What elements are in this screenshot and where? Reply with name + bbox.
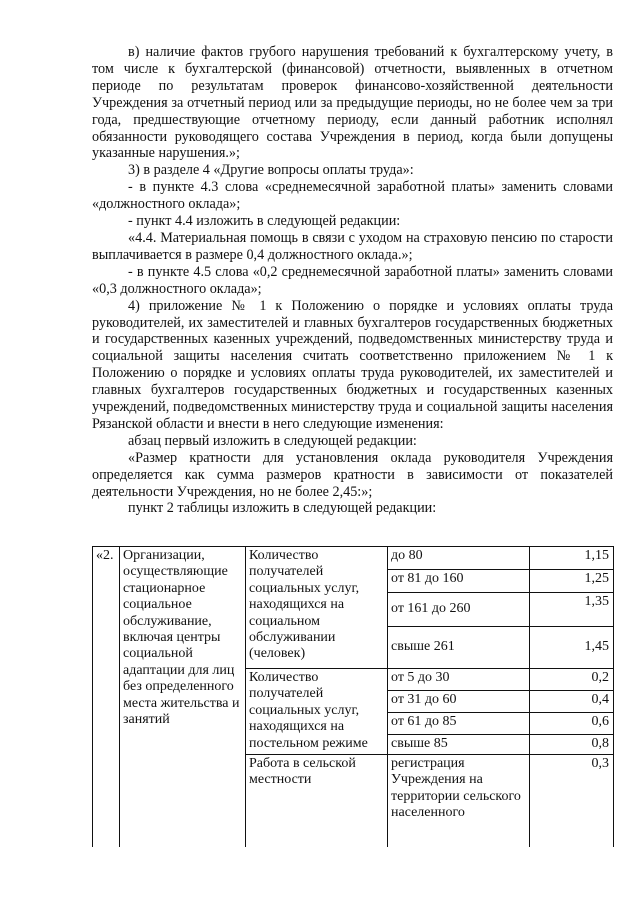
paragraph-clause-v: в) наличие фактов грубого нарушения требований к бухгалтерскому учету, в том числе к бухгалтерской (финансовой) отчетности, выявленных в отчетном периоде по результатам проверок финансово-хозяйственной деятельности Учреждения за отчетный период или за предыдущие периоды, но не более чем за три года, предшествующие отчетному периоду, если данный работник исполнял обязанности руководящего состава Учреждения в период, когда были допущены указанные нарушения.»; (92, 44, 613, 162)
paragraph-point-4-4-text: «4.4. Материальная помощь в связи с уходом на страховую пенсию по старости выплачивается в размере 0,4 должностного оклада.»; (92, 229, 613, 263)
table-indicator-recipients: Количество получателей социальных услуг, находящихся на социальном обслуживании (человек) (246, 547, 388, 669)
table-range-cell: от 5 до 30 (388, 669, 530, 691)
paragraph-multiplicity: «Размер кратности для установления оклада руководителя Учреждения определяется как сумма размеров кратности в зависимости от показателей деятельности Учреждения, но не более 2,45:»; (92, 449, 613, 500)
table-organization-cell: Организации, осуществляющие стационарное социальное обслуживание, включая центры социальной адаптации для лиц без определенного места жительства и занятий (120, 547, 246, 847)
table-range-cell: от 161 до 260 (388, 593, 530, 627)
paragraph-first-abzac: абзац первый изложить в следующей редакции: (128, 432, 417, 449)
rural-indicator-text: Работа в сельской местности (249, 756, 356, 788)
table-value-cell: 0,6 (530, 713, 614, 735)
table-range-cell: от 31 до 60 (388, 691, 530, 713)
multiplicity-table (92, 546, 614, 847)
table-value-cell: 0,8 (530, 735, 614, 755)
table-value-cell: 0,3 (530, 755, 614, 847)
paragraph-appendix-1: 4) приложение № 1 к Положению о порядке и условиях оплаты труда руководителей, их заместителей и главных бухгалтеров государственных бюджетных и государственных казенных учреждений, подведомственных министерству труда и социальной защиты населения считать соответственно приложением № 1 к Положению о порядке и условиях оплаты труда руководителей, их заместителей и главных бухгалтеров государственных бюджетных и государственных казенных учреждений, подведомственных министерству труда и социальной защиты населения Рязанской области и внести в него следующие изменения: (92, 297, 613, 432)
table-range-cell: свыше 85 (388, 735, 530, 755)
table-value-cell: 1,45 (530, 627, 614, 669)
table-range-cell (388, 755, 530, 847)
paragraph-point-4-3: - в пункте 4.3 слова «среднемесячной заработной платы» заменить словами «должностного оклада»; (92, 179, 613, 213)
table-indicator-bedridden: Количество получателей социальных услуг, находящихся на постельном режиме (246, 669, 388, 755)
table-item-number: «2. (93, 547, 120, 847)
table-range-cell: от 61 до 85 (388, 713, 530, 735)
table-range-cell: до 80 (388, 547, 530, 570)
paragraph-point-4-4-intro: - пункт 4.4 изложить в следующей редакции: (128, 213, 401, 230)
paragraph-section-4-heading: 3) в разделе 4 «Другие вопросы оплаты труда»: (128, 162, 414, 179)
paragraph-point-4-5: - в пункте 4.5 слова «0,2 среднемесячной заработной платы» заменить словами «0,3 должностного оклада»; (92, 263, 613, 297)
table-range-cell: от 81 до 160 (388, 570, 530, 593)
table-value-cell: 0,2 (530, 669, 614, 691)
table-range-cell: свыше 261 (388, 627, 530, 669)
table-indicator-rural (246, 755, 388, 847)
table-row (93, 547, 614, 570)
document-body (92, 44, 613, 517)
table-value-cell: 1,15 (530, 547, 614, 570)
table-value-cell: 0,4 (530, 691, 614, 713)
paragraph-table-intro: пункт 2 таблицы изложить в следующей редакции: (128, 500, 437, 517)
table-value-cell: 1,35 (530, 593, 614, 627)
table-value-cell: 1,25 (530, 570, 614, 593)
rural-range-text: регистрация Учреждения на территории сельского населенного (391, 756, 521, 821)
